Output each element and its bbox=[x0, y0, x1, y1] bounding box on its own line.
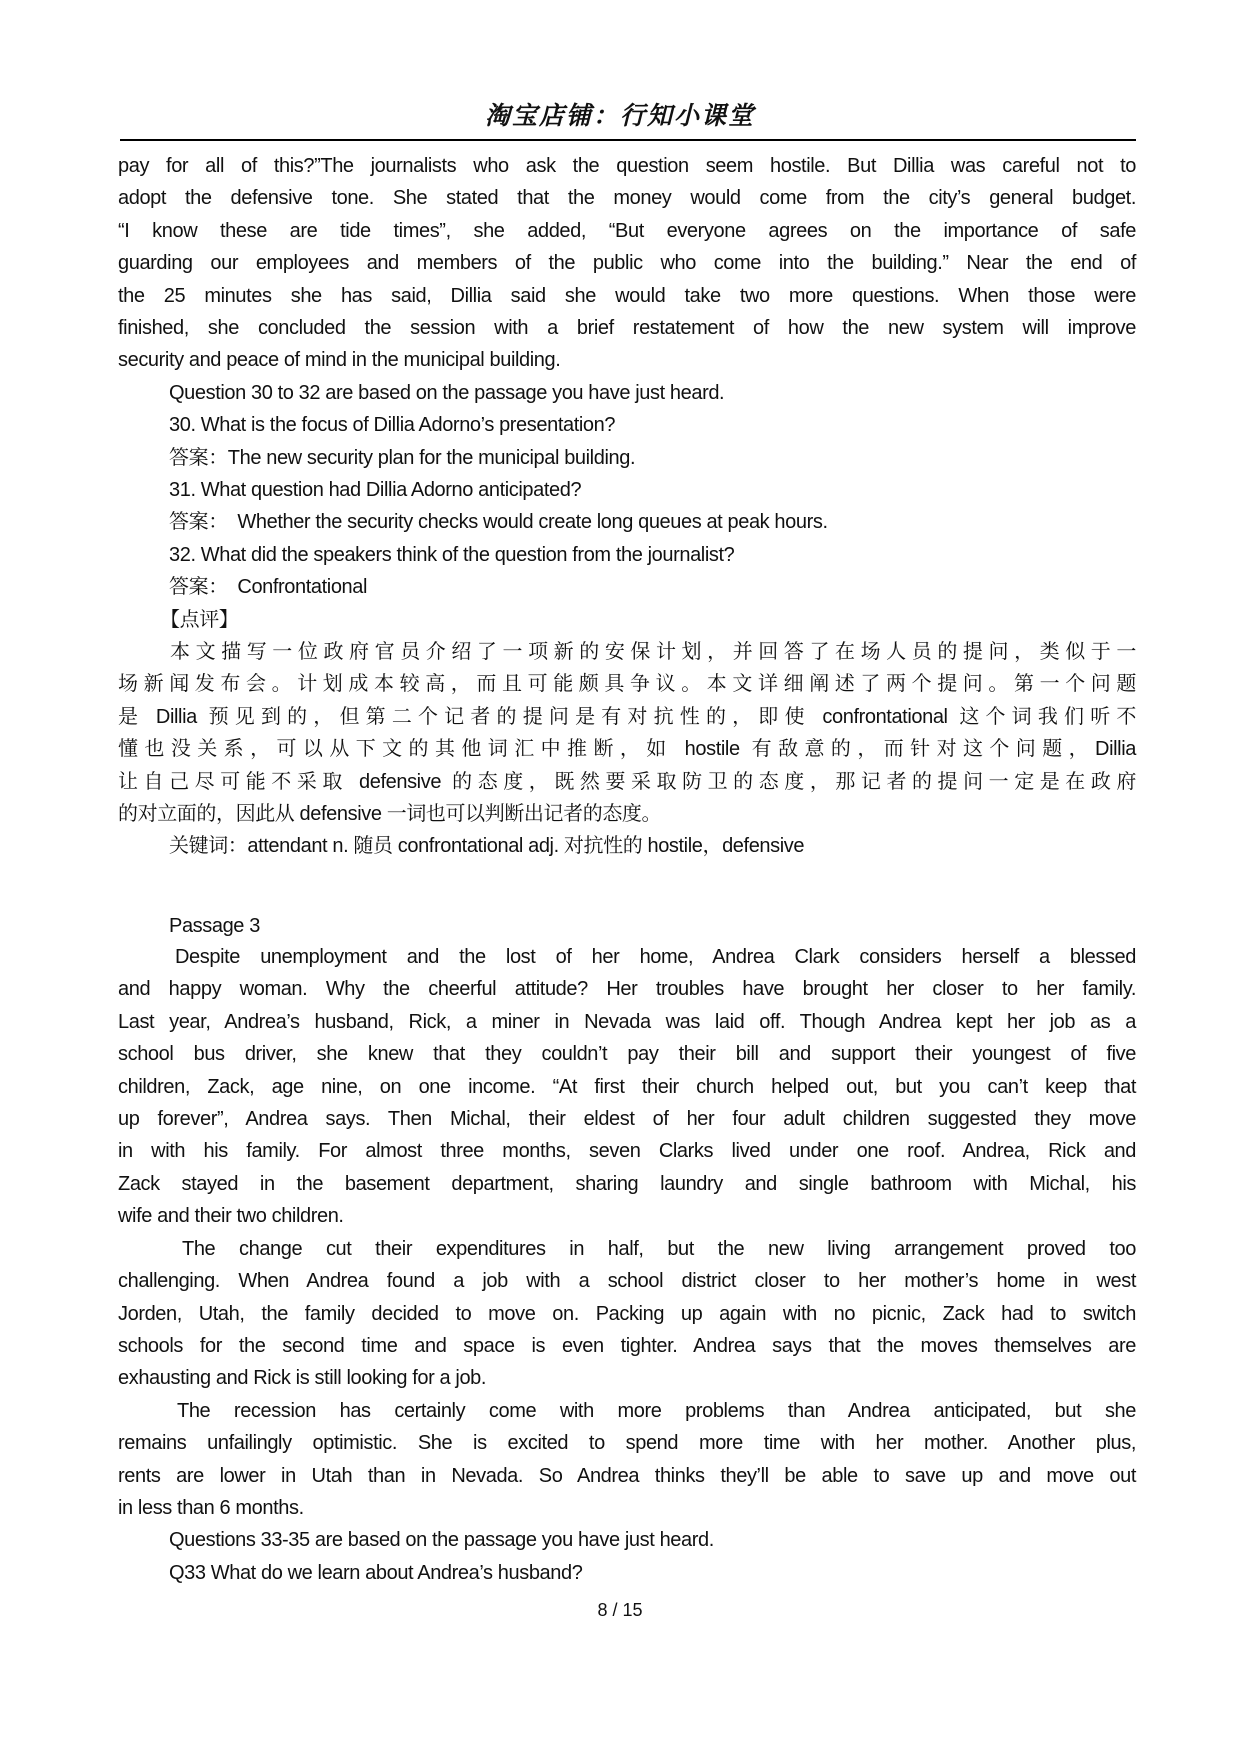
comment-heading: 【点评】 bbox=[160, 609, 239, 631]
comment-line: 懂也没关系，可以从下文的其他词汇中推断，如 hostile 有敌意的，而针对这个问题，Dillia bbox=[118, 738, 1136, 760]
text-line: adopt the defensive tone. She stated that the money would come from the city’s general budget. bbox=[118, 187, 1136, 209]
comment-line: 让自己尽可能不采取 defensive 的态度，既然要采取防卫的态度，那记者的提问一定是在政府 bbox=[118, 771, 1136, 793]
answer-30: 答案：The new security plan for the municipal building. bbox=[169, 447, 636, 469]
text-line: The change cut their expenditures in half, but the new living arrangement proved too bbox=[182, 1238, 1136, 1260]
text-line: Despite unemployment and the lost of her home, Andrea Clark considers herself a blessed bbox=[175, 946, 1136, 968]
text-line: and happy woman. Why the cheerful attitude? Her troubles have brought her closer to her family. bbox=[118, 978, 1136, 1000]
text-line: schools for the second time and space is even tighter. Andrea says that the moves themselves are bbox=[118, 1335, 1136, 1357]
comment-line: 是 Dillia 预见到的，但第二个记者的提问是有对抗性的，即使 confrontational 这个词我们听不 bbox=[118, 706, 1136, 728]
answer-31: 答案： Whether the security checks would create long queues at peak hours. bbox=[169, 511, 828, 533]
text-line: Last year, Andrea’s husband, Rick, a miner in Nevada was laid off. Though Andrea kept her job as a bbox=[118, 1011, 1136, 1033]
text-line: Zack stayed in the basement department, sharing laundry and single bathroom with Michal, his bbox=[118, 1173, 1136, 1195]
answer-32: 答案： Confrontational bbox=[169, 576, 368, 598]
questions-intro: Question 30 to 32 are based on the passage you have just heard. bbox=[169, 382, 725, 404]
questions-intro: Questions 33-35 are based on the passage you have just heard. bbox=[169, 1529, 714, 1551]
question-31: 31. What question had Dillia Adorno anticipated? bbox=[169, 479, 582, 501]
text-line: exhausting and Rick is still looking for a job. bbox=[118, 1367, 487, 1389]
text-line: pay for all of this?”The journalists who ask the question seem hostile. But Dillia was careful not to bbox=[118, 155, 1136, 177]
text-line: the 25 minutes she has said, Dillia said she would take two more questions. When those were bbox=[118, 285, 1136, 307]
keywords: 关键词：attendant n. 随员 confrontational adj. 对抗性的 hostile，defensive bbox=[169, 835, 805, 857]
text-line: guarding our employees and members of the public who come into the building.” Near the end of bbox=[118, 252, 1136, 274]
text-line: challenging. When Andrea found a job with a school district closer to her mother’s home in west bbox=[118, 1270, 1136, 1292]
comment-line: 场新闻发布会。计划成本较高，而且可能颇具争议。本文详细阐述了两个提问。第一个问题 bbox=[118, 673, 1136, 695]
text-line: school bus driver, she knew that they couldn’t pay their bill and support their youngest of five bbox=[118, 1043, 1136, 1065]
text-line: children, Zack, age nine, on one income. “At first their church helped out, but you can’t keep that bbox=[118, 1076, 1136, 1098]
text-line: in with his family. For almost three months, seven Clarks lived under one roof. Andrea, Rick and bbox=[118, 1140, 1136, 1162]
text-line: up forever”, Andrea says. Then Michal, their eldest of her four adult children suggested they move bbox=[118, 1108, 1136, 1130]
text-line: finished, she concluded the session with a brief restatement of how the new system will improve bbox=[118, 317, 1136, 339]
question-30: 30. What is the focus of Dillia Adorno’s presentation? bbox=[169, 414, 616, 436]
page-header-title: 淘宝店铺：行知小课堂 bbox=[484, 102, 755, 130]
text-line: wife and their two children. bbox=[118, 1205, 344, 1227]
question-33: Q33 What do we learn about Andrea’s husband? bbox=[169, 1562, 583, 1584]
text-line: rents are lower in Utah than in Nevada. So Andrea thinks they’ll be able to save up and move out bbox=[118, 1465, 1136, 1487]
header-divider bbox=[120, 139, 1136, 141]
question-32: 32. What did the speakers think of the question from the journalist? bbox=[169, 544, 735, 566]
comment-line: 本文描写一位政府官员介绍了一项新的安保计划，并回答了在场人员的提问，类似于一 bbox=[170, 641, 1136, 663]
text-line: in less than 6 months. bbox=[118, 1497, 304, 1519]
comment-line: 的对立面的，因此从 defensive 一词也可以判断出记者的态度。 bbox=[118, 803, 662, 825]
text-line: “I know these are tide times”, she added, “But everyone agrees on the importance of safe bbox=[118, 220, 1136, 242]
text-line: The recession has certainly come with more problems than Andrea anticipated, but she bbox=[177, 1400, 1136, 1422]
text-line: remains unfailingly optimistic. She is excited to spend more time with her mother. Another plus, bbox=[118, 1432, 1136, 1454]
text-line: security and peace of mind in the municipal building. bbox=[118, 349, 561, 371]
text-line: Jorden, Utah, the family decided to move on. Packing up again with no picnic, Zack had to switch bbox=[118, 1303, 1136, 1325]
page-number: 8 / 15 bbox=[597, 1600, 643, 1620]
passage-title: Passage 3 bbox=[169, 915, 260, 937]
